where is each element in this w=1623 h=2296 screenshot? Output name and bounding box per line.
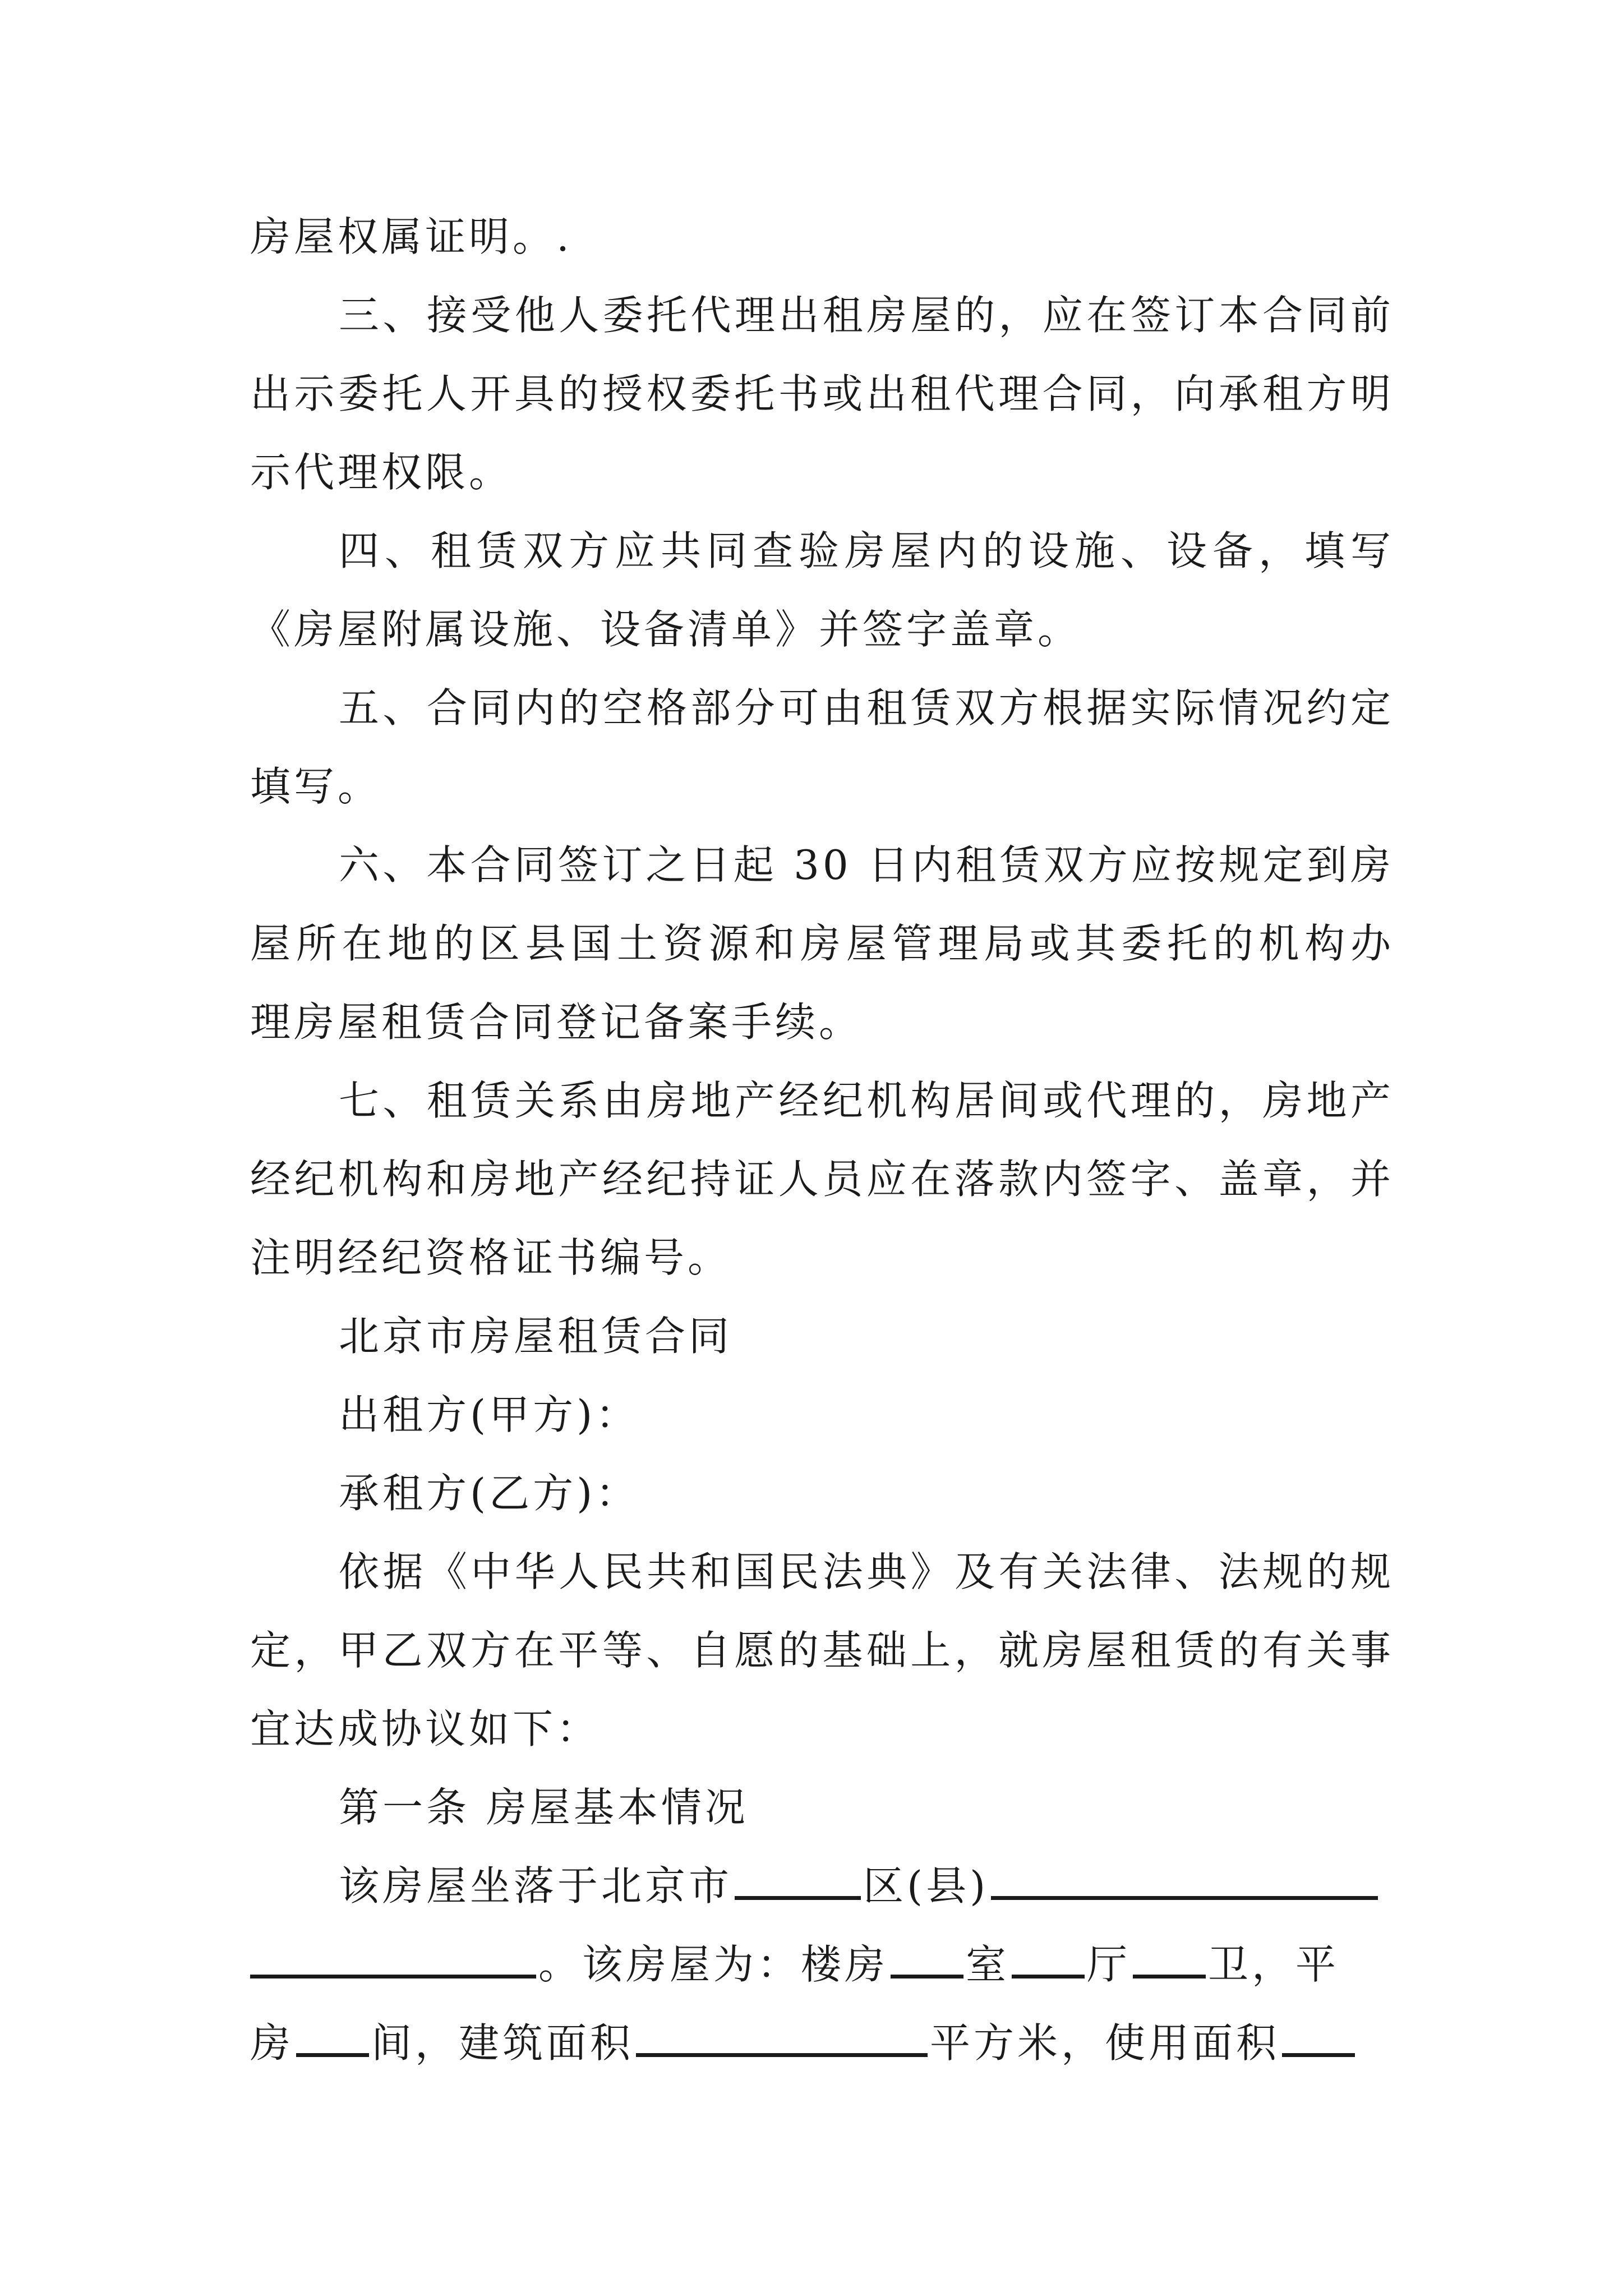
- layout-prefix: 。该房屋为：楼房: [538, 1941, 889, 1988]
- clause-three: 三、接受他人委托代理出租房屋的，应在签订本合同前: [339, 292, 1394, 339]
- floor-area-blank[interactable]: [636, 2028, 928, 2057]
- clause-five: 五、合同内的空格部分可由租赁双方根据实际情况约定: [339, 684, 1394, 731]
- text-line: 注明经纪资格证书编号。: [250, 1234, 732, 1281]
- text-line: 屋所在地的区县国土资源和房屋管理局或其委托的机构办: [250, 920, 1394, 967]
- halls-unit: 厅: [1087, 1941, 1131, 1988]
- address-prefix: 该房屋坐落于北京市: [339, 1862, 733, 1910]
- contract-title: 北京市房屋租赁合同: [339, 1313, 733, 1360]
- text-line: 宜达成协议如下：: [250, 1705, 601, 1752]
- address-line: [339, 1859, 1394, 1913]
- layout-line: [250, 1938, 1394, 1991]
- text-line: 示代理权限。: [250, 449, 513, 496]
- lessor-label: 出租方(甲方)：: [339, 1391, 640, 1438]
- usable-area-blank[interactable]: [1282, 2028, 1355, 2057]
- text-line: 房屋权属证明。.: [250, 213, 573, 260]
- baths-blank[interactable]: [1133, 1949, 1206, 1978]
- area-line: [250, 2016, 1394, 2070]
- text-line: 经纪机构和房地产经纪持证人员应在落款内签字、盖章，并: [250, 1156, 1394, 1203]
- baths-unit: 卫，平: [1208, 1941, 1340, 1988]
- clause-six: 六、本合同签订之日起 30 日内租赁双方应按规定到房: [339, 841, 1394, 889]
- text-line: 定，甲乙双方在平等、自愿的基础上，就房屋租赁的有关事: [250, 1627, 1394, 1674]
- rooms-unit: 室: [966, 1941, 1010, 1988]
- bungalow-rooms-blank[interactable]: [296, 2028, 369, 2057]
- bungalow-prefix: 房: [250, 2019, 294, 2067]
- rooms-blank[interactable]: [891, 1949, 963, 1978]
- halls-blank[interactable]: [1012, 1949, 1085, 1978]
- clause-four: 四、租赁双方应共同查验房屋内的设施、设备，填写: [339, 527, 1394, 574]
- district-suffix: 区(县): [863, 1862, 989, 1910]
- text-line: 理房屋租赁合同登记备案手续。: [250, 999, 863, 1046]
- floor-area-label: 间，建筑面积: [371, 2019, 634, 2067]
- preamble: 依据《中华人民共和国民法典》及有关法律、法规的规: [339, 1548, 1394, 1595]
- clause-seven: 七、租赁关系由房地产经纪机构居间或代理的，房地产: [339, 1077, 1394, 1124]
- address-blank[interactable]: [991, 1871, 1378, 1900]
- article-one-heading: 第一条 房屋基本情况: [339, 1784, 749, 1831]
- address-blank-continued[interactable]: [250, 1949, 536, 1978]
- lessee-label: 承租方(乙方)：: [339, 1470, 640, 1517]
- usable-area-label: 平方米，使用面积: [930, 2019, 1280, 2067]
- district-blank[interactable]: [735, 1871, 861, 1900]
- text-line: 填写。: [250, 763, 382, 810]
- text-line: 出示委托人开具的授权委托书或出租代理合同，向承租方明: [250, 370, 1394, 417]
- text-line: 《房屋附属设施、设备清单》并签字盖章。: [250, 606, 1082, 653]
